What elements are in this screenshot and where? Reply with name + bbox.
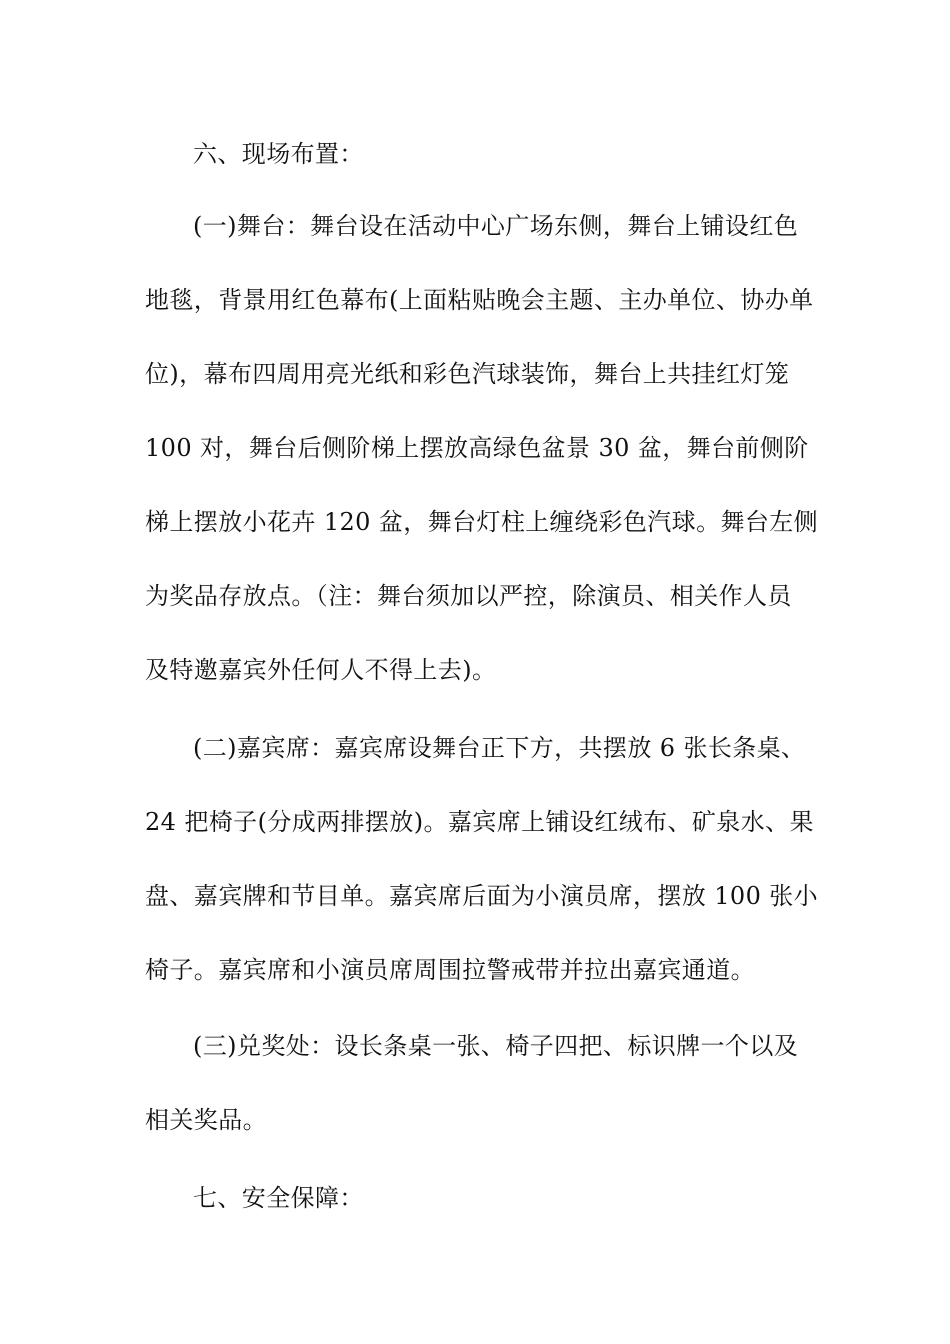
paragraph-stage-line-7: 及特邀嘉宾外任何人不得上去)。: [145, 656, 497, 684]
paragraph-stage-line-5: 梯上摆放小花卉 120 盆，舞台灯柱上缠绕彩色汽球。舞台左侧: [145, 508, 819, 536]
paragraph-prize-desk-line-1: (三)兑奖处：设长条桌一张、椅子四把、标识牌一个以及: [193, 1032, 799, 1060]
paragraph-guest-seats-line-4: 椅子。嘉宾席和小演员席周围拉警戒带并拉出嘉宾通道。: [145, 956, 755, 984]
paragraph-guest-seats-line-3: 盘、嘉宾牌和节目单。嘉宾席后面为小演员席，摆放 100 张小: [145, 882, 819, 910]
paragraph-stage-line-6: 为奖品存放点。（注：舞台须加以严控，除演员、相关作人员: [145, 582, 792, 610]
paragraph-stage-line-4: 100 对，舞台后侧阶梯上摆放高绿色盆景 30 盆，舞台前侧阶: [145, 434, 809, 462]
paragraph-stage-line-1: (一)舞台：舞台设在活动中心广场东侧，舞台上铺设红色: [193, 212, 799, 240]
paragraph-prize-desk-line-2: 相关奖品。: [145, 1106, 267, 1134]
paragraph-stage-line-2: 地毯，背景用红色幕布(上面粘贴晚会主题、主办单位、协办单: [145, 286, 814, 314]
paragraph-guest-seats-line-2: 24 把椅子(分成两排摆放)。嘉宾席上铺设红绒布、矿泉水、果: [145, 808, 814, 836]
section-heading-site-layout: 六、现场布置：: [193, 140, 364, 168]
paragraph-guest-seats-line-1: (二)嘉宾席：嘉宾席设舞台正下方，共摆放 6 张长条桌、: [193, 734, 806, 762]
section-heading-safety: 七、安全保障：: [193, 1184, 364, 1212]
paragraph-stage-line-3: 位)，幕布四周用亮光纸和彩色汽球装饰，舞台上共挂红灯笼: [145, 360, 790, 388]
